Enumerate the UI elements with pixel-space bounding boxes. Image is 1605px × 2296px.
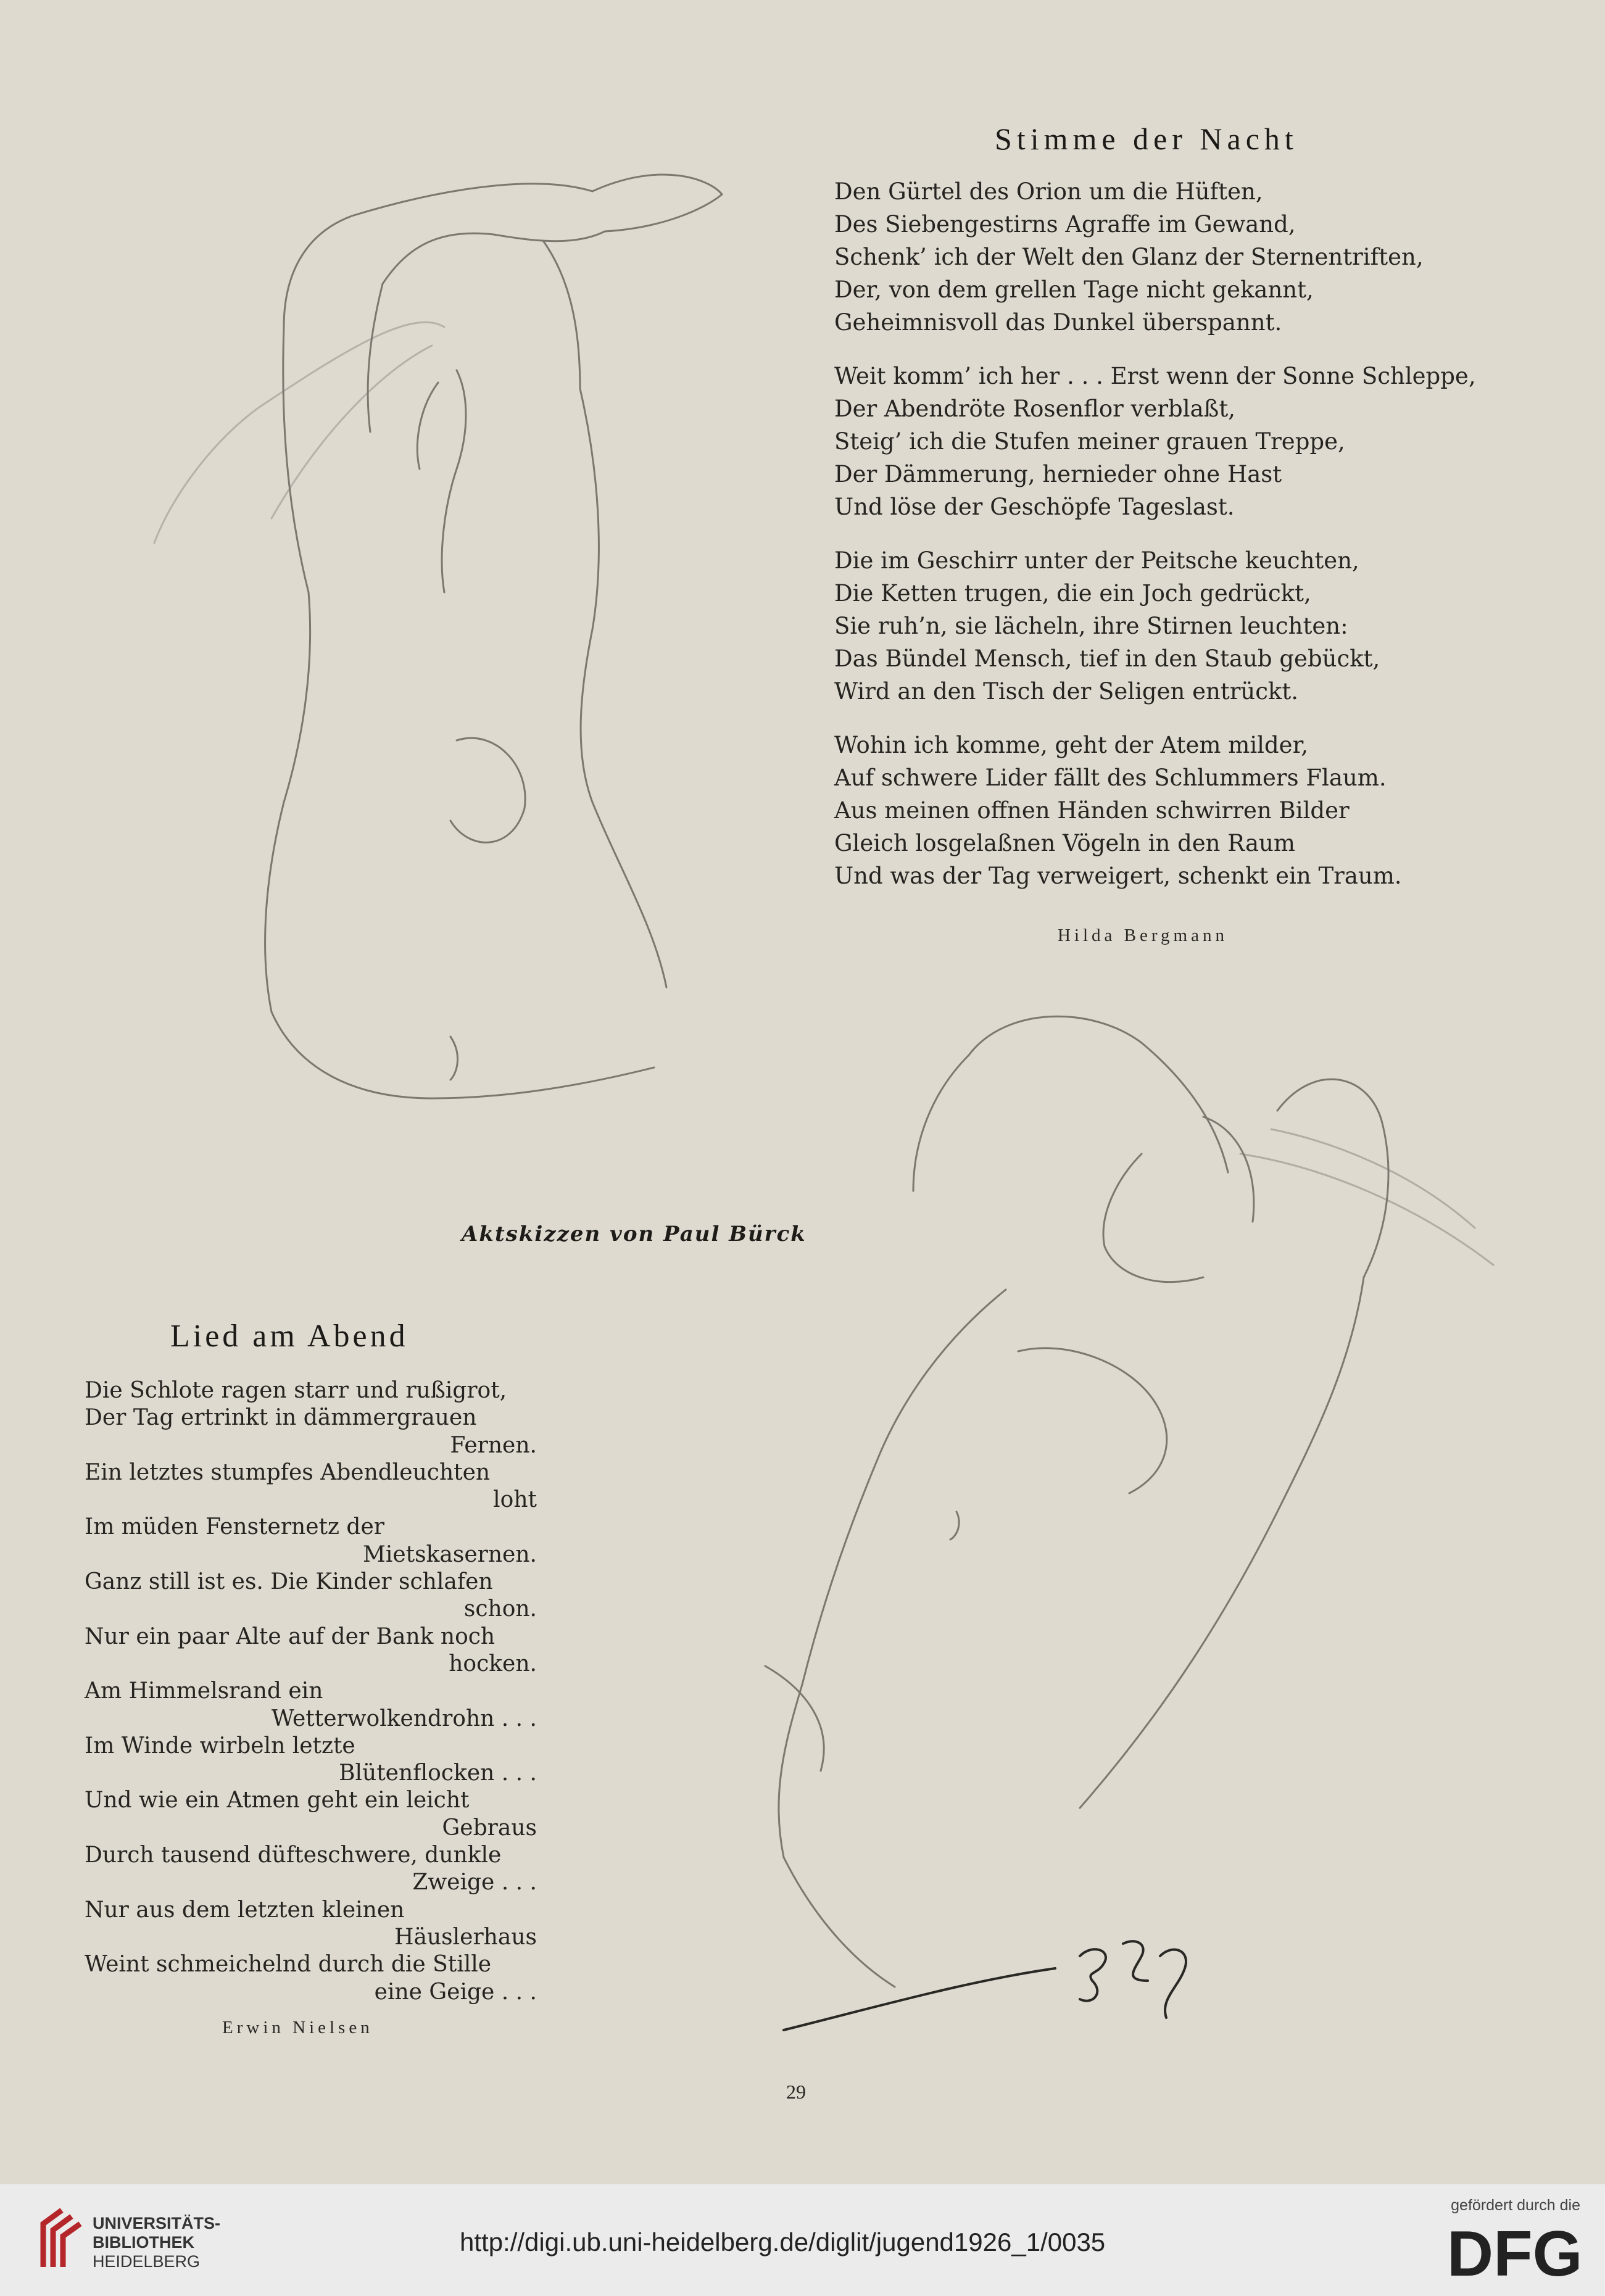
poem-title-stimme-der-nacht: Stimme der Nacht xyxy=(995,122,1298,156)
permalink-url[interactable]: http://digi.ub.uni-heidelberg.de/diglit/jugend1926_1/0035 xyxy=(460,2228,1106,2257)
poem-line: Der, von dem grellen Tage nicht gekannt, xyxy=(834,276,1314,303)
poem-line: Das Bündel Mensch, tief in den Staub gebückt, xyxy=(834,645,1380,672)
sketch-caption: Aktskizzen von Paul Bürck xyxy=(462,1222,807,1246)
poem-line: Blütenflocken . . . xyxy=(339,1760,537,1786)
poem-line: loht xyxy=(493,1487,537,1513)
poem-line: Ganz still ist es. Die Kinder schlafen xyxy=(85,1569,493,1595)
poem-line: Aus meinen offnen Händen schwirren Bilder xyxy=(834,797,1350,824)
poem-line: Geheimnisvoll das Dunkel überspannt. xyxy=(834,309,1282,336)
poem-line: hocken. xyxy=(449,1651,537,1676)
poem-line: Des Siebengestirns Agraffe im Gewand, xyxy=(834,211,1296,238)
poem-line: Auf schwere Lider fällt des Schlummers Flaum. xyxy=(834,765,1387,791)
institution-line: HEIDELBERG xyxy=(93,2252,201,2271)
poem-line: Ein letztes stumpfes Abendleuchten xyxy=(85,1459,491,1485)
poem-line: Weint schmeichelnd durch die Stille xyxy=(85,1952,492,1978)
poem-line: eine Geige . . . xyxy=(374,1979,537,2005)
poem-line: Wohin ich komme, geht der Atem milder, xyxy=(834,732,1308,758)
stanza-1 xyxy=(834,175,1476,339)
stanza-2 xyxy=(834,360,1476,523)
poem-line: Schenk’ ich der Welt den Glanz der Sternentriften, xyxy=(834,244,1424,270)
poem-line: Und was der Tag verweigert, schenkt ein Traum. xyxy=(834,863,1402,889)
poem-line: Den Gürtel des Orion um die Hüften, xyxy=(834,178,1263,205)
poem-line: Wird an den Tisch der Seligen entrückt. xyxy=(834,678,1298,705)
poem-line: Der Abendröte Rosenflor verblaßt, xyxy=(834,396,1235,422)
poem-stimme-der-nacht xyxy=(834,175,1476,913)
poem-title-lied-am-abend: Lied am Abend xyxy=(170,1319,409,1354)
poem-line: Gebraus xyxy=(442,1815,537,1841)
poem-line: Im Winde wirbeln letzte xyxy=(85,1733,355,1759)
poem-line: Im müden Fensternetz der xyxy=(85,1514,384,1540)
institution-line: BIBLIOTHEK xyxy=(93,2233,194,2252)
page-number: 29 xyxy=(786,2081,806,2103)
poem-line: Steig’ ich die Stufen meiner grauen Treppe, xyxy=(834,428,1345,455)
stanza-3 xyxy=(834,544,1476,708)
poem-line: Mietskasernen. xyxy=(362,1541,537,1567)
dfg-logo-text: DFG xyxy=(1447,2220,1583,2282)
poem-line: Die Ketten trugen, die ein Joch gedrückt, xyxy=(834,580,1311,607)
poem2-author: Erwin Nielsen xyxy=(222,2018,373,2037)
poem-line: Häuslerhaus xyxy=(394,1924,537,1950)
stanza-4 xyxy=(834,729,1476,892)
ub-heidelberg-logo-icon xyxy=(37,2205,86,2273)
poem-line: Fernen. xyxy=(450,1432,537,1458)
poem-line: Die im Geschirr unter der Peitsche keuchten, xyxy=(834,547,1359,574)
digitization-footer xyxy=(0,2184,1605,2296)
artist-signature xyxy=(784,1941,1186,2030)
poem1-author: Hilda Bergmann xyxy=(1058,926,1228,945)
poem-line: schon. xyxy=(463,1596,537,1622)
poem-line: Nur ein paar Alte auf der Bank noch xyxy=(85,1623,496,1649)
poem-line: Sie ruh’n, sie lächeln, ihre Stirnen leuchten: xyxy=(834,613,1348,639)
poem-line: Der Dämmerung, hernieder ohne Hast xyxy=(834,461,1282,487)
institution-line: UNIVERSITÄTS- xyxy=(93,2214,221,2232)
poem-line: Wetterwolkendrohn . . . xyxy=(271,1705,537,1731)
institution-name xyxy=(93,2214,220,2271)
poem-line: Die Schlote ragen starr und rußigrot, xyxy=(85,1378,507,1403)
poem-line: Weit komm’ ich her . . . Erst wenn der Sonne Schleppe, xyxy=(834,363,1476,389)
poem-line: Am Himmelsrand ein xyxy=(85,1678,323,1704)
poem-line: Gleich losgelaßnen Vögeln in den Raum xyxy=(834,830,1295,856)
poem-line: Und wie ein Atmen geht ein leicht xyxy=(85,1788,470,1813)
dfg-logo-icon xyxy=(1447,2220,1583,2282)
poem-line: Nur aus dem letzten kleinen xyxy=(85,1897,405,1923)
funding-note: gefördert durch die xyxy=(1451,2197,1580,2214)
poem-line: Und löse der Geschöpfe Tageslast. xyxy=(834,494,1235,520)
poem-line: Zweige . . . xyxy=(412,1870,537,1896)
poem-line: Der Tag ertrinkt in dämmergrauen xyxy=(85,1405,477,1431)
nude-sketch-lower xyxy=(623,969,1506,2036)
poem-line: Durch tausend düfteschwere, dunkle xyxy=(85,1842,502,1868)
poem-lied-am-abend xyxy=(85,1377,537,2006)
